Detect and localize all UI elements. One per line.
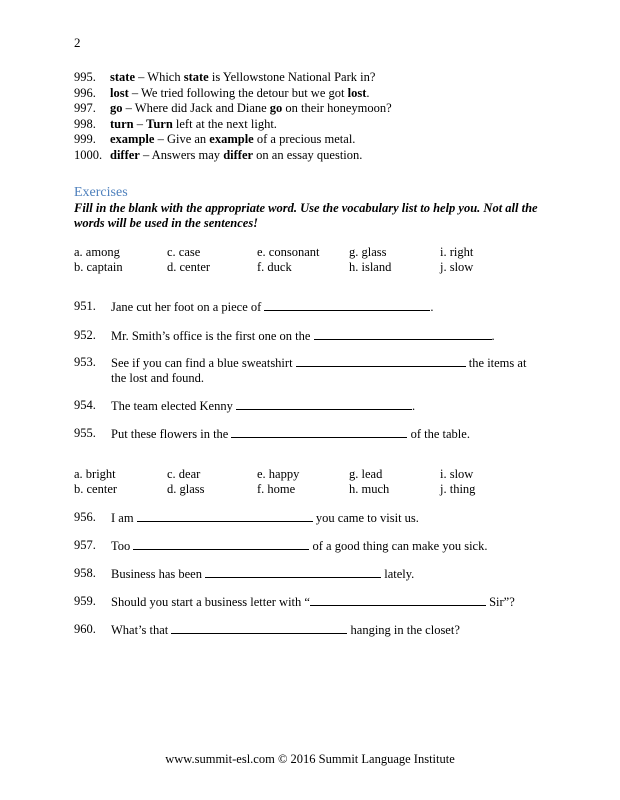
answer-blank[interactable] <box>296 355 466 367</box>
question-item: 953. See if you can find a blue sweatshirt the items at the lost and found. <box>74 355 527 385</box>
question-item: 951. Jane cut her foot on a piece of . <box>74 299 434 314</box>
word-bank-item: f. duck <box>257 260 292 274</box>
question-item: 959. Should you start a business letter with “ Sir”? <box>74 594 515 609</box>
answer-blank[interactable] <box>236 398 412 410</box>
word-bank-2 <box>74 467 554 497</box>
answer-blank[interactable] <box>133 538 309 550</box>
answer-blank[interactable] <box>205 566 381 578</box>
question-item: 952. Mr. Smith’s office is the first one on the . <box>74 328 495 343</box>
word-bank-item: h. island <box>349 260 392 274</box>
word-bank-item: c. dear <box>167 467 201 481</box>
answer-blank[interactable] <box>231 426 407 438</box>
word-bank-item: h. much <box>349 482 390 496</box>
word-bank-item: j. thing <box>440 482 476 496</box>
word-bank-item: g. glass <box>349 245 387 259</box>
answer-blank[interactable] <box>314 328 492 340</box>
question-item: 960. What’s that hanging in the closet? <box>74 622 460 637</box>
question-item: 956. I am you came to visit us. <box>74 510 419 525</box>
word-bank-item: a. among <box>74 245 120 259</box>
word-bank-item: d. glass <box>167 482 205 496</box>
answer-blank[interactable] <box>264 299 430 311</box>
word-bank-item: b. captain <box>74 260 123 274</box>
definition-list <box>74 70 392 164</box>
exercises-heading: Exercises <box>74 185 128 200</box>
word-bank-item: a. bright <box>74 467 116 481</box>
definition-item: 1000. differ – Answers may differ on an essay question. <box>74 147 363 162</box>
answer-blank[interactable] <box>137 510 313 522</box>
word-bank-item: b. center <box>74 482 118 496</box>
exercise-instructions: Fill in the blank with the appropriate word. Use the vocabulary list to help you. Not all the words will be used in the sentences! <box>74 201 538 230</box>
definition-item: 998. turn – Turn left at the next light. <box>74 116 277 131</box>
definition-item: 999. example – Give an example of a precious metal. <box>74 132 356 147</box>
page-footer: www.summit-esl.com © 2016 Summit Language Institute <box>165 752 455 766</box>
definition-item: 996. lost – We tried following the detour but we got lost. <box>74 85 370 100</box>
word-bank-item: i. right <box>440 245 474 259</box>
word-bank-item: i. slow <box>440 467 474 481</box>
word-bank-item: f. home <box>257 482 296 496</box>
definition-item: 995. state – Which state is Yellowstone National Park in? <box>74 70 376 84</box>
page-number: 2 <box>74 35 81 50</box>
word-bank-item: j. slow <box>440 260 474 274</box>
definition-item: 997. go – Where did Jack and Diane go on their honeymoon? <box>74 101 392 116</box>
answer-blank[interactable] <box>310 594 486 606</box>
question-item: 955. Put these flowers in the of the table. <box>74 426 470 441</box>
word-bank-item: e. happy <box>257 467 300 481</box>
word-bank-1 <box>74 245 554 275</box>
word-bank-item: e. consonant <box>257 245 320 259</box>
word-bank-item: c. case <box>167 245 201 259</box>
word-bank-item: g. lead <box>349 467 383 481</box>
question-item: 954. The team elected Kenny . <box>74 398 416 413</box>
question-item: 958. Business has been lately. <box>74 566 415 581</box>
word-bank-item: d. center <box>167 260 211 274</box>
question-item: 957. Too of a good thing can make you sick. <box>74 538 488 553</box>
answer-blank[interactable] <box>171 622 347 634</box>
